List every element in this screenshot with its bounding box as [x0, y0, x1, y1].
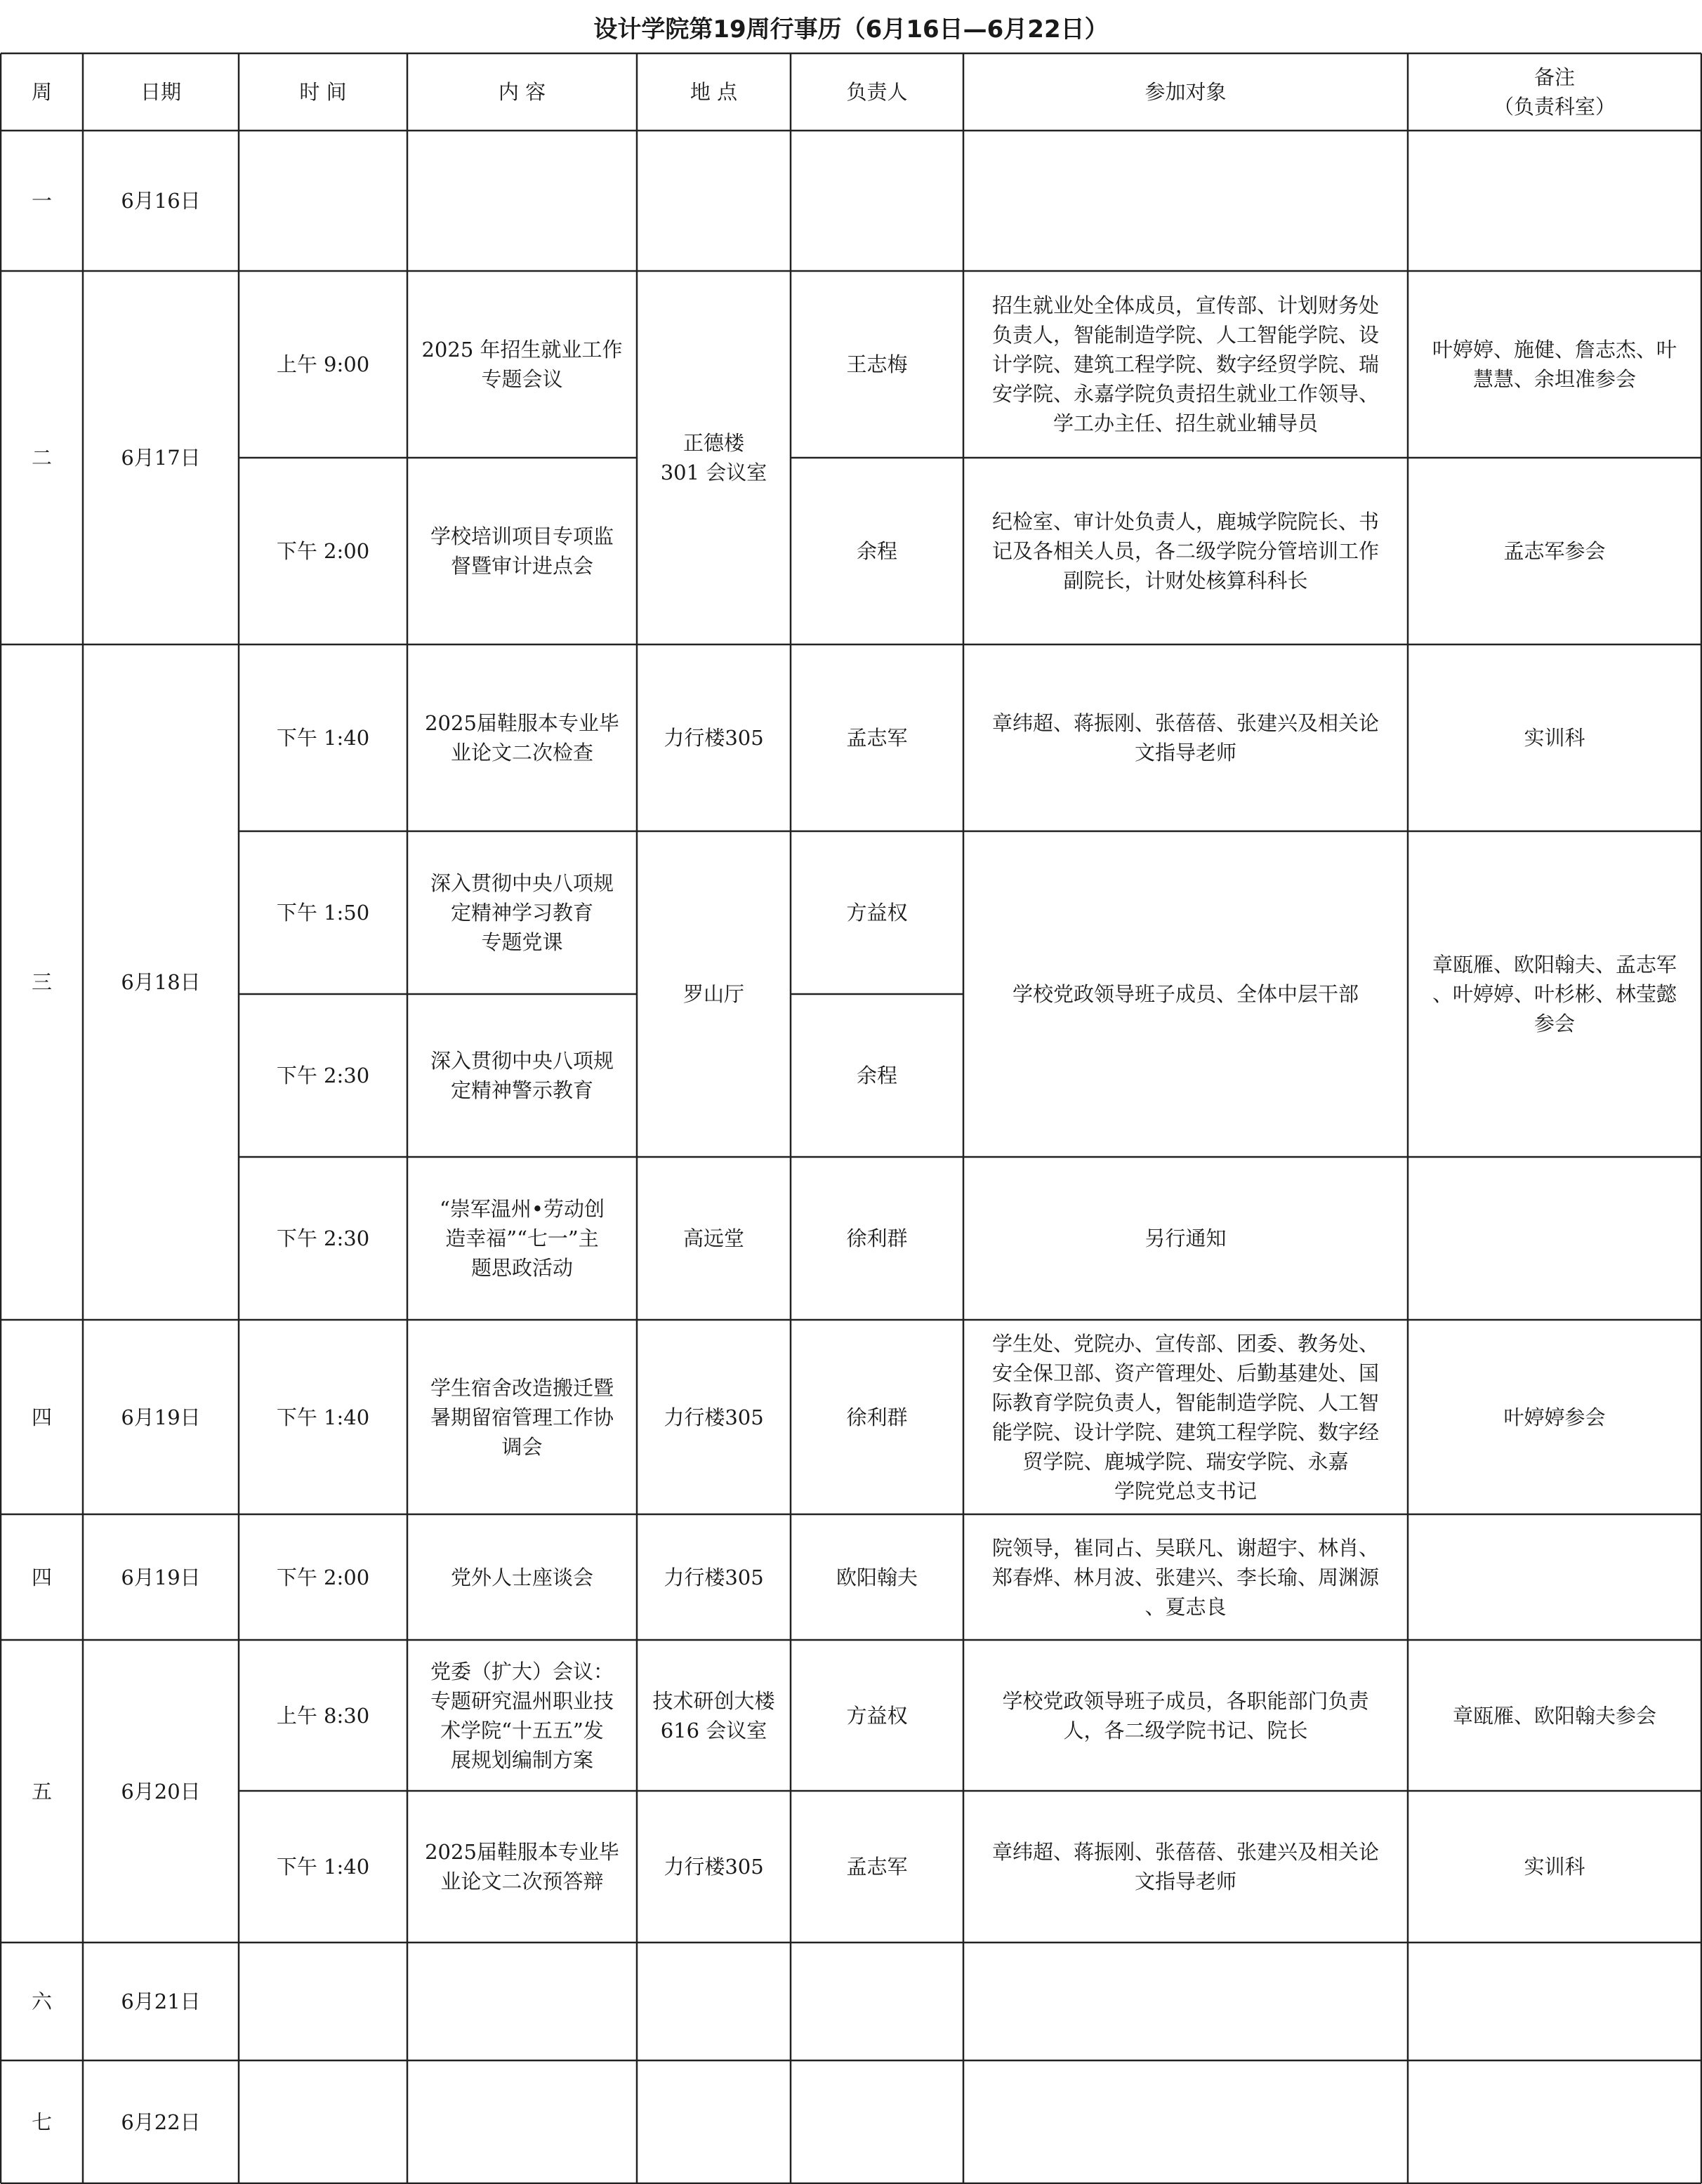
event-time: 下午 1:40 [276, 1855, 370, 1879]
header-content: 内 容 [498, 80, 546, 104]
date-cell: 6月20日 [121, 1779, 201, 1804]
week-cell: 三 [31, 970, 52, 994]
header-owner: 负责人 [846, 80, 908, 104]
event-time: 上午 8:30 [276, 1703, 370, 1728]
event-content: 2025届鞋服本专业毕 业论文二次检查 [425, 711, 619, 765]
event-content: 党外人士座谈会 [450, 1565, 593, 1589]
event-attendees: 招生就业处全体成员，宣传部、计划财务处 负责人，智能制造学院、人工智能学院、设 计学院、建筑工程学院、数字经贸学院、瑞 安学院、永嘉学院负责招生就业工作领导、 学工办主任、招生就业辅导员 [991, 293, 1379, 435]
event-remarks: 章瓯雁、欧阳翰夫参会 [1452, 1703, 1656, 1728]
date-cell: 6月18日 [121, 970, 201, 994]
event-remarks: 孟志军参会 [1503, 539, 1606, 563]
event-attendees: 学校党政领导班子成员、全体中层干部 [1012, 982, 1359, 1006]
event-time: 下午 1:40 [276, 1405, 370, 1429]
event-content: 2025届鞋服本专业毕 业论文二次预答辩 [425, 1840, 619, 1893]
header-time: 时 间 [299, 80, 347, 104]
header-date: 日期 [140, 80, 181, 104]
event-remarks [1408, 1514, 1701, 1640]
event-owner: 徐利群 [846, 1226, 908, 1250]
event-owner: 徐利群 [846, 1405, 908, 1429]
event-attendees: 院领导，崔同占、吴联凡、谢超宇、林肖、 郑春烨、林月波、张建兴、李长瑜、周渊源 、夏志良 [991, 1535, 1379, 1619]
event-remarks [1408, 1157, 1701, 1320]
event-attendees: 纪检室、审计处负责人，鹿城学院院长、书 记及各相关人员，各二级学院分管培训工作 副院长，计财处核算科科长 [991, 510, 1379, 593]
week-cell: 七 [31, 2110, 52, 2134]
week-cell: 六 [31, 1990, 52, 2013]
page-title: 设计学院第19周行事历（6月16日—6月22日） [593, 15, 1109, 44]
event-content: 党委（扩大）会议： 专题研究温州职业技 术学院“十五五”发 展规划编制方案 [430, 1659, 614, 1772]
event-location: 力行楼305 [664, 1405, 764, 1429]
event-attendees: 学生处、党院办、宣传部、团委、教务处、 安全保卫部、资产管理处、后勤基建处、国 际教育学院负责人，智能制造学院、人工智 能学院、设计学院、建筑工程学院、数字经 贸学院、鹿城学院、瑞安学院、永嘉 学院党总支书记 [991, 1331, 1379, 1503]
week-cell: 五 [31, 1779, 52, 1804]
event-location: 力行楼305 [664, 726, 764, 750]
event-time: 下午 2:30 [276, 1064, 370, 1087]
header-remarks: 备注 （负责科室） [1493, 65, 1616, 119]
event-location: 力行楼305 [664, 1855, 764, 1879]
event-owner: 方益权 [846, 1703, 908, 1728]
event-time: 上午 9:00 [276, 352, 370, 376]
date-cell: 6月16日 [121, 189, 201, 213]
event-attendees: 另行通知 [1144, 1226, 1227, 1250]
event-location: 力行楼305 [664, 1565, 764, 1589]
event-remarks: 叶婷婷、施健、詹志杰、叶 慧慧、余坦准参会 [1432, 338, 1677, 391]
event-remarks: 叶婷婷参会 [1503, 1405, 1606, 1429]
event-attendees: 章纬超、蒋振刚、张蓓蓓、张建兴及相关论 文指导老师 [991, 711, 1379, 765]
event-remarks: 实训科 [1524, 726, 1585, 750]
event-content: 2025 年招生就业工作 专题会议 [421, 338, 623, 391]
week-cell: 四 [31, 1405, 52, 1429]
event-owner: 欧阳翰夫 [836, 1565, 918, 1589]
event-content: “崇军温州•劳动创 造幸福”“七一”主 题思政活动 [440, 1197, 605, 1280]
header-week: 周 [31, 80, 52, 104]
event-remarks: 章瓯雁、欧阳翰夫、孟志军 、叶婷婷、叶杉彬、林莹懿 参会 [1432, 953, 1677, 1035]
event-owner: 孟志军 [846, 1855, 908, 1879]
event-owner: 余程 [856, 539, 897, 563]
date-cell: 6月19日 [121, 1565, 201, 1589]
week-cell: 一 [31, 189, 52, 213]
week-cell: 二 [31, 446, 52, 470]
event-content: 学校培训项目专项监 督暨审计进点会 [430, 524, 614, 578]
event-location: 技术研创大楼 616 会议室 [652, 1688, 775, 1742]
event-time: 下午 2:00 [276, 539, 370, 563]
header-attendees: 参加对象 [1144, 80, 1227, 104]
event-attendees: 章纬超、蒋振刚、张蓓蓓、张建兴及相关论 文指导老师 [991, 1840, 1379, 1893]
date-cell: 6月17日 [121, 446, 201, 470]
event-owner: 王志梅 [846, 352, 908, 376]
event-remarks: 实训科 [1524, 1855, 1585, 1879]
event-content: 学生宿舍改造搬迁暨 暑期留宿管理工作协 调会 [430, 1375, 614, 1459]
date-cell: 6月19日 [121, 1405, 201, 1429]
event-time: 下午 1:40 [276, 726, 370, 750]
event-location: 高远堂 [682, 1226, 744, 1250]
week-cell: 四 [31, 1565, 52, 1589]
header-location: 地 点 [690, 80, 738, 104]
event-owner: 余程 [856, 1064, 897, 1087]
event-owner: 孟志军 [846, 726, 908, 750]
event-owner: 方益权 [846, 901, 908, 925]
event-content: 深入贯彻中央八项规 定精神学习教育 专题党课 [430, 871, 614, 954]
date-cell: 6月21日 [121, 1990, 201, 2013]
event-location: 正德楼 301 会议室 [660, 431, 767, 484]
event-time: 下午 1:50 [276, 901, 370, 925]
event-content: 深入贯彻中央八项规 定精神警示教育 [430, 1049, 614, 1102]
event-attendees: 学校党政领导班子成员，各职能部门负责 人，各二级学院书记、院长 [1002, 1688, 1369, 1742]
event-location: 罗山厅 [682, 982, 744, 1006]
event-time: 下午 2:00 [276, 1565, 370, 1589]
event-time: 下午 2:30 [276, 1226, 370, 1250]
date-cell: 6月22日 [121, 2110, 201, 2134]
